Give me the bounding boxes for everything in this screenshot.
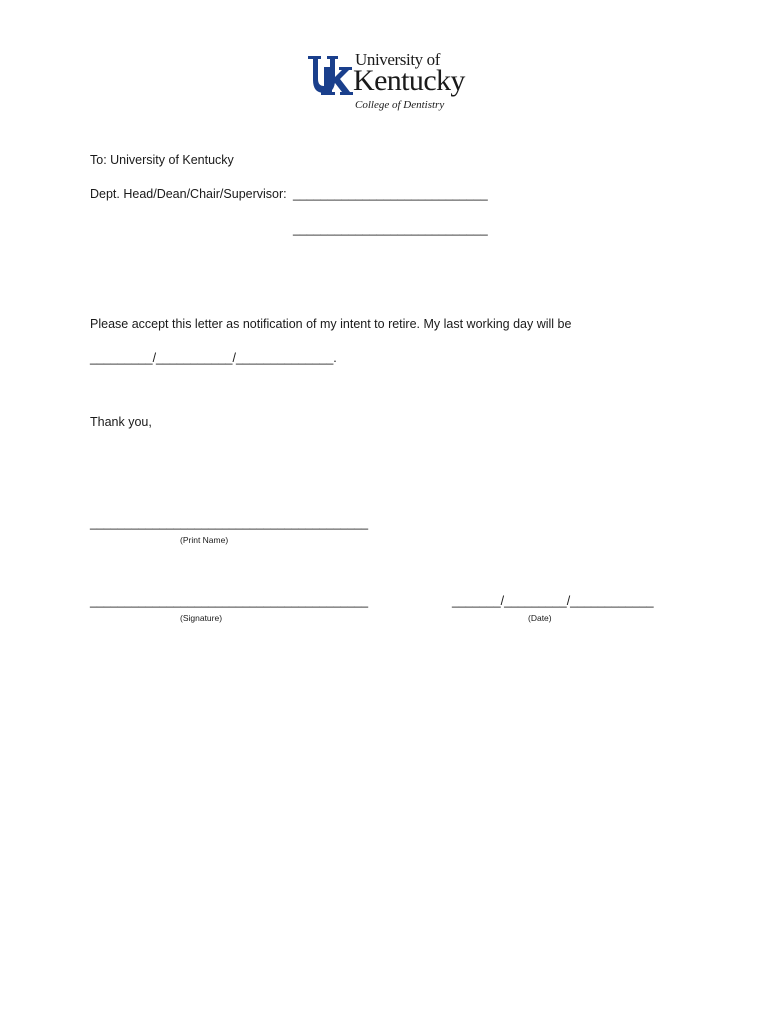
signature-field[interactable]: ________________________________________ xyxy=(90,594,369,608)
dept-blank-field-1[interactable]: ____________________________ xyxy=(293,187,488,201)
logo-text-university-of: University of xyxy=(355,50,440,69)
last-working-day-field[interactable]: _________/___________/______________. xyxy=(90,351,337,365)
date-field[interactable]: _______/_________/____________ xyxy=(452,594,654,608)
dept-label: Dept. Head/Dean/Chair/Supervisor: xyxy=(90,187,287,201)
body-paragraph: Please accept this letter as notification of my intent to retire. My last working day will be xyxy=(90,317,572,331)
logo-text-kentucky: Kentucky xyxy=(353,64,465,97)
dept-blank-field-2[interactable]: ____________________________ xyxy=(293,222,488,236)
university-logo xyxy=(307,50,467,116)
logo-text-college: College of Dentistry xyxy=(355,99,445,111)
print-name-field[interactable]: ________________________________________ xyxy=(90,516,369,530)
print-name-caption: (Print Name) xyxy=(180,535,229,545)
signature-caption: (Signature) xyxy=(180,613,223,623)
closing-text: Thank you, xyxy=(90,415,152,429)
uk-monogram-icon xyxy=(307,53,353,97)
to-line: To: University of Kentucky xyxy=(90,153,234,167)
date-caption: (Date) xyxy=(528,613,552,623)
